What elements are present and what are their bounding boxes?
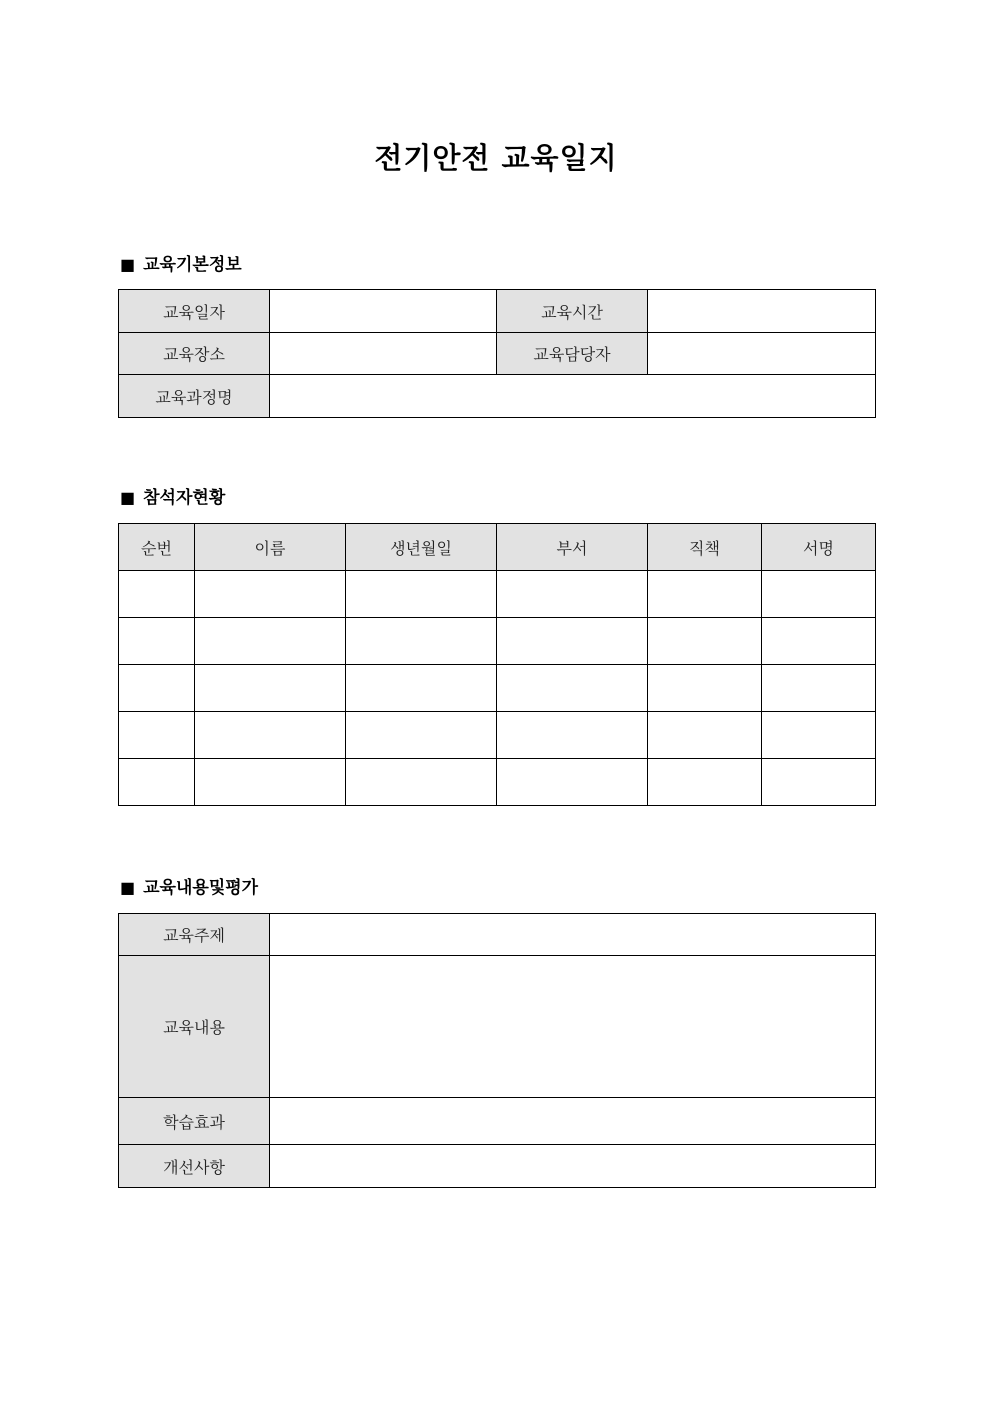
section-heading-content-eval [120, 876, 258, 900]
signature-cell[interactable] [762, 759, 876, 806]
signature-cell[interactable] [762, 618, 876, 665]
position-cell[interactable] [648, 665, 762, 712]
position-cell[interactable] [648, 618, 762, 665]
table-row [119, 665, 876, 712]
column-header-name: 이름 [195, 524, 346, 571]
table-row [119, 1145, 876, 1188]
name-cell[interactable] [195, 571, 346, 618]
place-label: 교육장소 [119, 333, 270, 375]
content-eval-table [118, 913, 876, 1188]
signature-cell[interactable] [762, 665, 876, 712]
table-row [119, 571, 876, 618]
square-bullet-icon: ■ [120, 488, 136, 507]
birthdate-cell[interactable] [346, 665, 497, 712]
department-cell[interactable] [497, 759, 648, 806]
section-heading-label: 교육기본정보 [143, 255, 242, 275]
number-cell[interactable] [119, 618, 195, 665]
name-cell[interactable] [195, 665, 346, 712]
section-heading-basic-info [120, 253, 242, 277]
name-cell[interactable] [195, 759, 346, 806]
topic-label: 교육주제 [119, 914, 270, 956]
section-heading-label: 교육내용및평가 [143, 878, 259, 898]
table-row [119, 1098, 876, 1145]
time-field[interactable] [648, 290, 876, 333]
signature-cell[interactable] [762, 571, 876, 618]
course-field[interactable] [270, 375, 876, 418]
table-row [119, 712, 876, 759]
effect-field[interactable] [270, 1098, 876, 1145]
number-cell[interactable] [119, 712, 195, 759]
manager-field[interactable] [648, 333, 876, 375]
table-row [119, 956, 876, 1098]
birthdate-cell[interactable] [346, 759, 497, 806]
table-row [119, 290, 876, 333]
table-row [119, 333, 876, 375]
birthdate-cell[interactable] [346, 571, 497, 618]
table-row [119, 618, 876, 665]
department-cell[interactable] [497, 712, 648, 759]
signature-cell[interactable] [762, 712, 876, 759]
column-header-department: 부서 [497, 524, 648, 571]
section-heading-attendees [120, 486, 225, 510]
table-row [119, 375, 876, 418]
course-label: 교육과정명 [119, 375, 270, 418]
table-header-row [119, 524, 876, 571]
number-cell[interactable] [119, 665, 195, 712]
column-header-signature: 서명 [762, 524, 876, 571]
manager-label: 교육담당자 [497, 333, 648, 375]
date-field[interactable] [270, 290, 497, 333]
position-cell[interactable] [648, 571, 762, 618]
place-field[interactable] [270, 333, 497, 375]
name-cell[interactable] [195, 618, 346, 665]
improvement-field[interactable] [270, 1145, 876, 1188]
date-label: 교육일자 [119, 290, 270, 333]
square-bullet-icon: ■ [120, 255, 136, 274]
attendees-table [118, 523, 876, 806]
department-cell[interactable] [497, 571, 648, 618]
department-cell[interactable] [497, 665, 648, 712]
number-cell[interactable] [119, 759, 195, 806]
birthdate-cell[interactable] [346, 712, 497, 759]
position-cell[interactable] [648, 712, 762, 759]
birthdate-cell[interactable] [346, 618, 497, 665]
department-cell[interactable] [497, 618, 648, 665]
basic-info-table [118, 289, 876, 418]
position-cell[interactable] [648, 759, 762, 806]
column-header-number: 순번 [119, 524, 195, 571]
column-header-position: 직책 [648, 524, 762, 571]
content-field[interactable] [270, 956, 876, 1098]
square-bullet-icon: ■ [120, 878, 136, 897]
section-heading-label: 참석자현황 [143, 488, 226, 508]
number-cell[interactable] [119, 571, 195, 618]
improvement-label: 개선사항 [119, 1145, 270, 1188]
page-title: 전기안전 교육일지 [374, 141, 618, 175]
table-row [119, 914, 876, 956]
table-row [119, 759, 876, 806]
content-label: 교육내용 [119, 956, 270, 1098]
effect-label: 학습효과 [119, 1098, 270, 1145]
topic-field[interactable] [270, 914, 876, 956]
column-header-birthdate: 생년월일 [346, 524, 497, 571]
name-cell[interactable] [195, 712, 346, 759]
time-label: 교육시간 [497, 290, 648, 333]
